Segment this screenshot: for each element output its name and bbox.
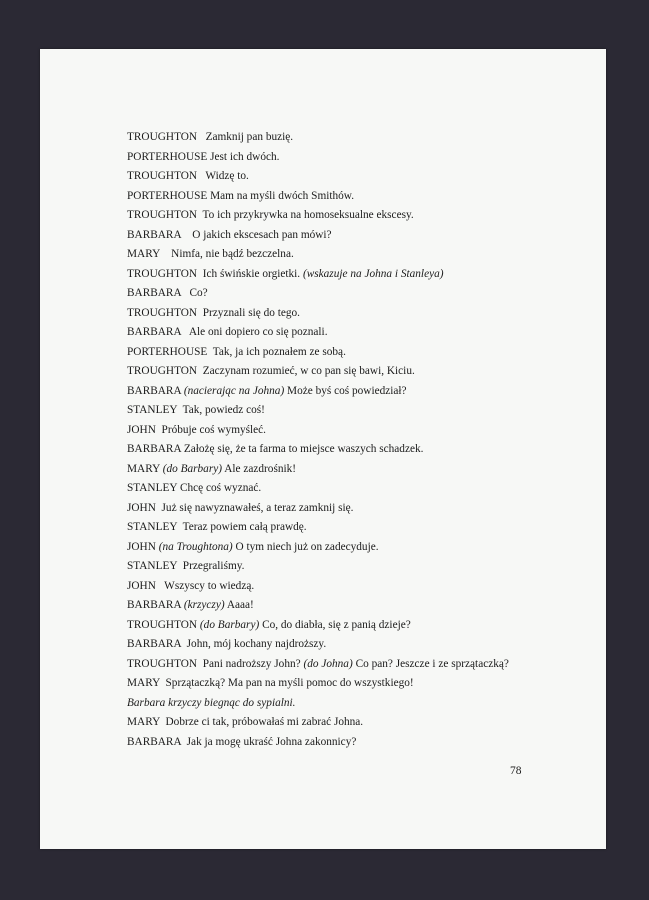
speaker-gap xyxy=(181,326,189,338)
dialogue-text: Ich świńskie orgietki. xyxy=(202,267,301,280)
speaker-name: TROUGHTON xyxy=(127,267,198,280)
speaker-name: JOHN xyxy=(127,579,156,592)
dialogue-line xyxy=(127,265,587,285)
dialogue-text: Założę się, że ta farma to miejsce waszych schadzek. xyxy=(183,443,424,455)
dialogue-line xyxy=(127,635,587,655)
page-number: 78 xyxy=(510,765,522,777)
dialogue-text: Wszyscy to wiedzą. xyxy=(164,579,255,592)
speaker-name: BARBARA xyxy=(127,638,181,650)
dialogue-line xyxy=(127,362,587,382)
speaker-gap xyxy=(156,580,164,592)
dialogue-line xyxy=(127,206,587,226)
speaker-name: TROUGHTON xyxy=(127,170,198,182)
speaker-name: BARBARA xyxy=(127,443,181,455)
dialogue-text: Jest ich dwóch. xyxy=(210,150,280,163)
dialogue-line xyxy=(127,187,587,207)
dialogue-text: Przegraliśmy. xyxy=(182,560,245,572)
dialogue-text: Aaaa! xyxy=(226,599,254,611)
speaker-name: STANLEY xyxy=(127,560,178,572)
dialogue-line xyxy=(127,421,587,441)
speaker-name: JOHN xyxy=(127,423,156,436)
dialogue-text: Tak, ja ich poznałem ze sobą. xyxy=(212,345,346,358)
dialogue-text: To ich przykrywka na homoseksualne ekscesy. xyxy=(202,209,414,221)
dialogue-lines xyxy=(127,128,587,752)
dialogue-line xyxy=(127,596,587,616)
speaker-name: STANLEY xyxy=(127,521,178,533)
speaker-name: TROUGHTON xyxy=(127,657,198,670)
dialogue-text: Ale oni dopiero co się poznali. xyxy=(188,326,328,338)
dialogue-text: Co, do diabła, się z panią dzieje? xyxy=(262,618,411,631)
manuscript-page xyxy=(40,49,606,849)
dialogue-text: John, mój kochany najdroższy. xyxy=(186,638,327,650)
speaker-name: MARY xyxy=(127,248,160,260)
stage-direction: (wskazuje na Johna i Stanleya) xyxy=(302,267,444,280)
dialogue-line xyxy=(127,733,587,753)
dialogue-line xyxy=(127,304,587,324)
dialogue-text: Sprzątaczką? Ma pan na myśli pomoc do wszystkiego! xyxy=(165,677,414,689)
dialogue-line xyxy=(127,713,587,733)
speaker-name: TROUGHTON xyxy=(127,131,198,143)
dialogue-line xyxy=(127,167,587,187)
dialogue-text: Chcę coś wyznać. xyxy=(179,482,262,494)
speaker-name: MARY xyxy=(127,462,160,475)
dialogue-text: Zaczynam rozumieć, w co pan się bawi, Kiciu. xyxy=(202,365,415,377)
dialogue-text: Już się nawyznawałeś, a teraz zamknij się. xyxy=(161,501,354,514)
dialogue-line xyxy=(127,245,587,265)
dialogue-line xyxy=(127,557,587,577)
dialogue-line xyxy=(127,616,587,636)
dialogue-text: O tym niech już on zadecyduje. xyxy=(235,540,379,553)
dialogue-text: Tak, powiedz coś! xyxy=(182,404,265,416)
speaker-gap xyxy=(160,248,171,260)
dialogue-text: Mam na myśli dwóch Smithów. xyxy=(210,189,355,202)
dialogue-line xyxy=(127,674,587,694)
speaker-name: JOHN xyxy=(127,501,156,514)
dialogue-text: Teraz powiem całą prawdę. xyxy=(182,521,307,533)
stage-direction: (na Troughtona) xyxy=(158,540,233,553)
speaker-name: BARBARA xyxy=(127,735,181,748)
dialogue-line xyxy=(127,479,587,499)
dialogue-line xyxy=(127,226,587,246)
dialogue-line xyxy=(127,538,587,558)
dialogue-line xyxy=(127,343,587,363)
speaker-name: TROUGHTON xyxy=(127,209,198,221)
dialogue-text: Zamknij pan buzię. xyxy=(205,131,294,143)
speaker-name: TROUGHTON xyxy=(127,365,198,377)
speaker-name: JOHN xyxy=(127,540,156,553)
dialogue-line xyxy=(127,460,587,480)
speaker-name: BARBARA xyxy=(127,287,181,299)
dialogue-text: Przyznali się do tego. xyxy=(202,306,301,319)
speaker-name: MARY xyxy=(127,716,160,728)
dialogue-line xyxy=(127,128,587,148)
dialogue-line xyxy=(127,323,587,343)
dialogue-text: Jak ja mogę ukraść Johna zakonnicy? xyxy=(186,735,357,748)
stage-direction: Barbara krzyczy biegnąc do sypialni. xyxy=(127,696,296,709)
dialogue-line xyxy=(127,284,587,304)
speaker-name: BARBARA xyxy=(127,384,181,397)
stage-direction: (nacierając na Johna) xyxy=(183,384,285,397)
dialogue-text: Próbuje coś wymyśleć. xyxy=(161,423,267,436)
speaker-name: STANLEY xyxy=(127,482,178,494)
dialogue-text: Dobrze ci tak, próbowałaś mi zabrać Johna. xyxy=(165,716,364,728)
dialogue-text: Co? xyxy=(189,287,208,299)
dialogue-line xyxy=(127,401,587,421)
speaker-name: MARY xyxy=(127,677,160,689)
stage-direction: (do Barbary) xyxy=(199,618,260,631)
dialogue-line xyxy=(127,440,587,460)
speaker-name: BARBARA xyxy=(127,228,181,241)
speaker-name: PORTERHOUSE xyxy=(127,189,208,202)
dialogue-line xyxy=(127,499,587,519)
dialogue-text: Ale zazdrośnik! xyxy=(224,462,297,475)
speaker-gap xyxy=(181,229,192,241)
speaker-name: TROUGHTON xyxy=(127,618,198,631)
dialogue-line xyxy=(127,382,587,402)
speaker-name: PORTERHOUSE xyxy=(127,150,208,163)
dialogue-line xyxy=(127,694,587,714)
stage-direction: (krzyczy) xyxy=(183,599,225,611)
dialogue-line xyxy=(127,148,587,168)
speaker-name: STANLEY xyxy=(127,404,178,416)
dialogue-text: O jakich ekscesach pan mówi? xyxy=(192,228,332,241)
speaker-name: TROUGHTON xyxy=(127,306,198,319)
speaker-name: BARBARA xyxy=(127,599,181,611)
dialogue-text: Co pan? Jeszcze i ze sprzątaczką? xyxy=(355,657,509,670)
speaker-name: PORTERHOUSE xyxy=(127,345,208,358)
stage-direction: (do Barbary) xyxy=(162,462,222,475)
dialogue-line xyxy=(127,655,587,675)
dialogue-text: Widzę to. xyxy=(205,170,249,182)
stage-direction: (do Johna) xyxy=(303,657,353,670)
dialogue-text: Nimfa, nie bądź bezczelna. xyxy=(171,248,294,260)
dialogue-text: Może byś coś powiedział? xyxy=(287,384,407,397)
dialogue-text: Pani nadroższy John? xyxy=(202,657,301,670)
dialogue-line xyxy=(127,577,587,597)
dialogue-line xyxy=(127,518,587,538)
speaker-name: BARBARA xyxy=(127,326,181,338)
speaker-gap xyxy=(197,131,205,143)
